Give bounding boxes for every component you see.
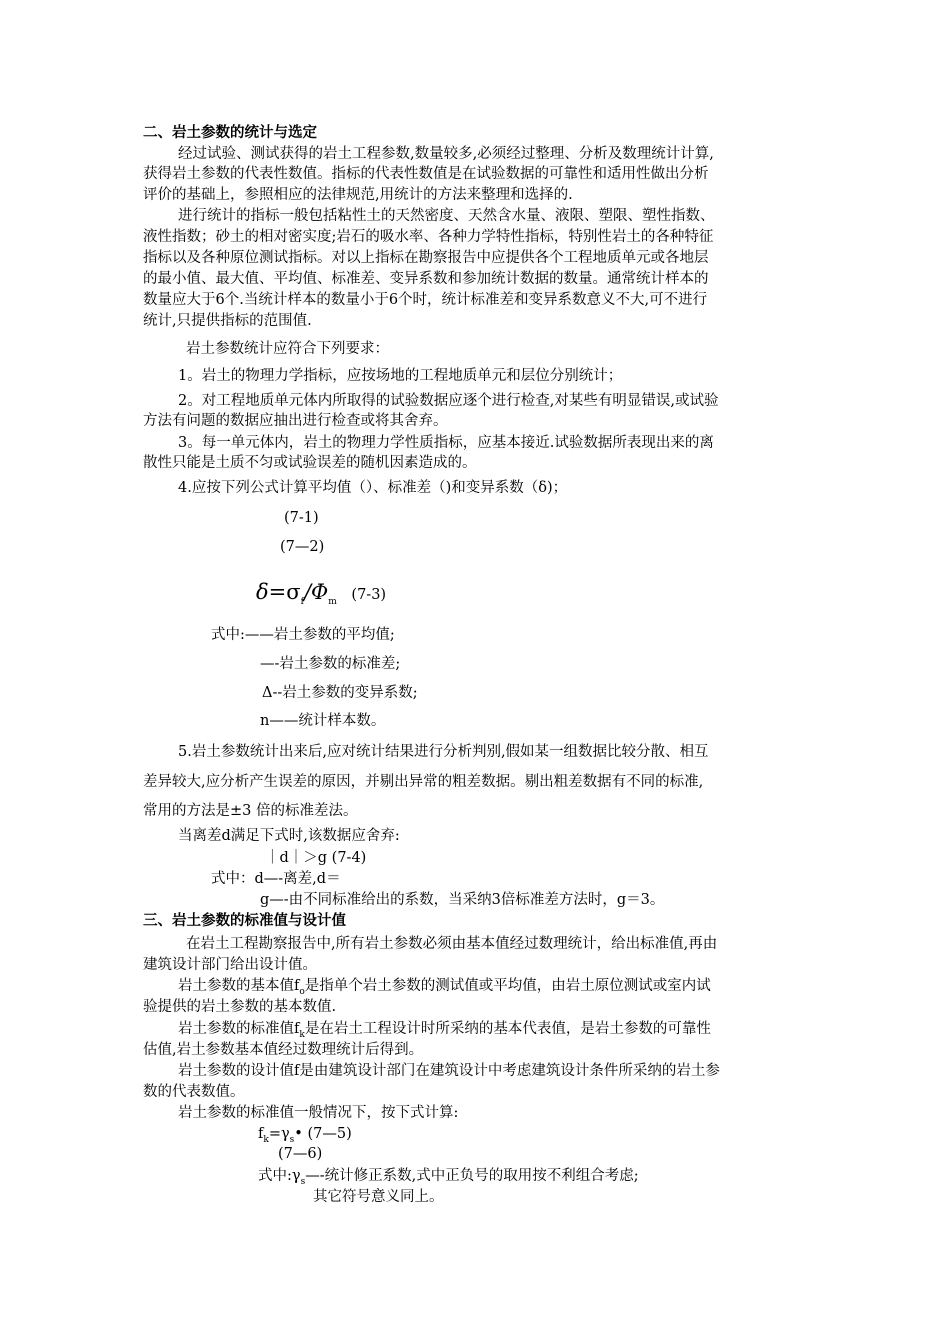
text-run: 式中:γ (258, 1168, 301, 1184)
symbol-definition: Δ--岩土参数的变异系数; (262, 685, 418, 701)
text-run: 是在岩土工程设计时所采纳的基本代表值，是岩土参数的可靠性 (304, 1021, 711, 1037)
requirements-intro: 岩土参数统计应符合下列要求： (186, 341, 389, 357)
paragraph-line: 评价的基础上，参照相应的法律规范,用统计的方法来整理和选择的. (143, 187, 573, 203)
subscript: k (263, 1134, 269, 1145)
symbol-definition: g—-由不同标准给出的系数，当采纳3倍标准差方法时，g＝3。 (260, 892, 665, 908)
paragraph-line: 在岩土工程勘察报告中,所有岩土参数必须由基本值经过数理统计，给出标准值,再由 (186, 936, 718, 952)
paragraph-line: 进行统计的指标一般包括粘性土的天然密度、天然含水量、液限、塑限、塑性指数、 (178, 208, 715, 224)
requirement-2-line: 2。对工程地质单元体内所取得的试验数据应逐个进行检查,对某些有明显错误,或试验 (178, 393, 719, 409)
sigma-subscript: f (300, 597, 304, 608)
deviation-condition: 当离差d满足下式时,该数据应舍弃: (178, 828, 400, 844)
symbol-definition: 式中:——岩土参数的平均值; (211, 627, 395, 643)
equation-7-3 (256, 578, 386, 616)
paragraph-line: 建筑设计部门给出设计值。 (143, 957, 317, 973)
requirement-3-line: 3。每一单元体内，岩土的物理力学性质指标，应基本接近.试验数据所表现出来的离 (178, 435, 714, 451)
sigma-symbol: σ (286, 580, 301, 604)
paragraph-line: 指标以及各种原位测试指标。对以上指标在勘察报告中应提供各个工程地质单元或各地层 (143, 250, 709, 266)
section-2-heading: 二、岩土参数的统计与选定 (143, 124, 317, 141)
equation-label-7-2: (7—2) (280, 539, 325, 555)
text-run: 岩土参数的标准值f (178, 1021, 300, 1037)
paragraph-line: 数的代表数值。 (143, 1084, 245, 1100)
requirement-5-line: 差异较大,应分析产生误差的原因，并剔出异常的粗差数据。剔出粗差数据有不同的标准, (143, 774, 704, 790)
paragraph-line: 估值,岩土参数基本值经过数理统计后得到。 (143, 1042, 424, 1058)
paragraph-line: 岩土参数的设计值f是由建筑设计部门在建筑设计中考虑建筑设计条件所采纳的岩土参 (178, 1063, 720, 1079)
paragraph-line: 的最小值、最大值、平均值、标准差、变异系数和参加统计数据的数量。通常统计样本的 (143, 271, 709, 287)
requirement-1: 1。岩土的物理力学指标，应按场地的工程地质单元和层位分别统计； (178, 368, 623, 384)
paragraph-line: 获得岩土参数的代表性数值。指标的代表性数值是在试验数据的可靠性和适用性做出分析 (143, 166, 709, 182)
symbol-definition: —-岩土参数的标准差; (260, 656, 401, 672)
requirement-5-line: 常用的方法是±3 倍的标准差法。 (143, 803, 358, 819)
paragraph-line: 液性指数；砂土的相对密实度;岩石的吸水率、各种力学特性指标，特别性岩土的各种特征 (143, 229, 714, 245)
subscript: k (299, 1029, 305, 1040)
subscript: o (299, 986, 305, 997)
text-run: =γ (268, 1126, 290, 1142)
equation-label-7-6: (7—6) (278, 1146, 323, 1162)
phi-subscript: m (328, 597, 337, 608)
text-run: f (258, 1126, 264, 1142)
subscript: s (289, 1134, 295, 1145)
phi-symbol: Φ (311, 580, 329, 604)
symbol-definition: n——统计样本数。 (260, 713, 386, 729)
equation-label-7-3: (7-3) (351, 587, 387, 603)
requirement-5-line: 5.岩土参数统计出来后,应对统计结果进行分析判别,假如某一组数据比较分散、相互 (178, 744, 709, 760)
text-run: —-统计修正系数,式中正负号的取用按不利组合考虑; (305, 1168, 639, 1184)
equals-sign: = (268, 580, 287, 604)
paragraph-line: 验提供的岩土参数的基本数值. (143, 999, 337, 1015)
paragraph-line: 数量应大于6个.当统计样本的数量小于6个时，统计标准差和变异系数意义不大,可不进行 (143, 292, 708, 308)
requirement-3-line: 散性只能是土质不匀或试验误差的随机因素造成的。 (143, 455, 477, 471)
equation-label-7-1: (7-1) (284, 510, 319, 526)
requirement-4: 4.应按下列公式计算平均值（）、标准差（)和变异系数（δ)； (178, 480, 568, 496)
requirement-2-line: 方法有问题的数据应抽出进行检查或将其舍弃。 (143, 413, 448, 429)
paragraph-line: 统计,只提供指标的范围值. (143, 313, 312, 329)
paragraph-line: 经过试验、测试获得的岩土工程参数,数量较多,必须经过整理、分析及数理统计计算, (178, 146, 714, 162)
text-run: • (7—5) (294, 1126, 352, 1142)
text-run: 岩土参数的基本值f (178, 978, 300, 994)
symbol-definition: 式中：d—-离差,d＝ (211, 871, 341, 887)
symbol-definition: 其它符号意义同上。 (313, 1189, 444, 1205)
section-3-heading: 三、岩土参数的标准值与设计值 (143, 912, 346, 929)
equation-7-4: ｜d｜＞g (7-4) (265, 850, 367, 866)
subscript: s (300, 1176, 306, 1187)
text-run: 是指单个岩土参数的测试值或平均值，由岩土原位测试或室内试 (304, 978, 711, 994)
paragraph-line: 岩土参数的标准值一般情况下，按下式计算: (178, 1105, 459, 1121)
slash-symbol: / (303, 580, 312, 604)
delta-symbol: δ (256, 580, 269, 604)
